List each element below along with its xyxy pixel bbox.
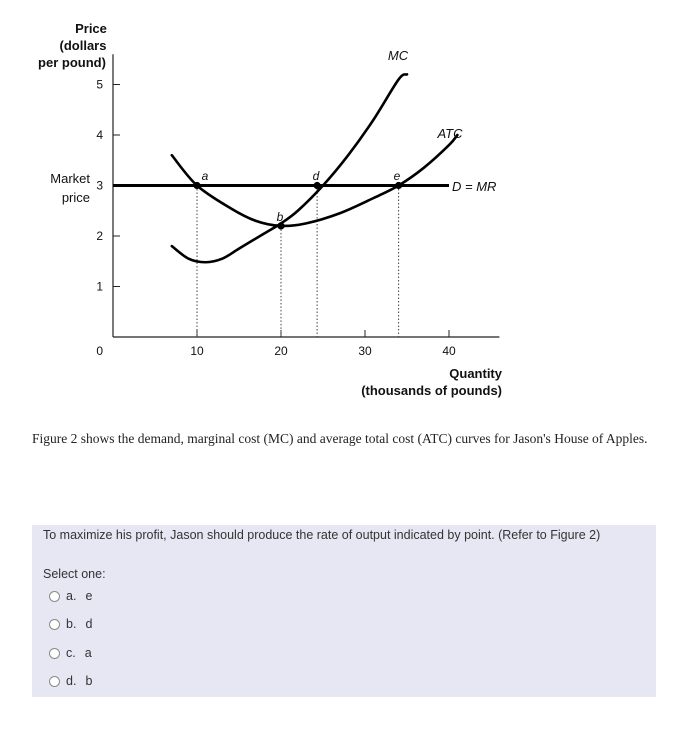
option-letter: d. [66, 674, 77, 688]
y-tick-label-1: 1 [96, 279, 103, 294]
option-text: b [85, 674, 93, 688]
y-tick-label-3: 3 [96, 178, 103, 193]
y-tick-label-4: 4 [96, 128, 103, 142]
y-axis-title-line1: Price [75, 21, 107, 36]
x-tick-label-10: 10 [190, 344, 204, 358]
option-text: a [84, 646, 92, 660]
point-label-a: a [201, 169, 209, 183]
point-label-d: d [312, 169, 320, 183]
option-text: d [85, 617, 93, 631]
radio-button-a[interactable] [49, 591, 60, 602]
option-letter: c. [66, 646, 76, 660]
x-tick-label-30: 30 [358, 344, 372, 358]
option-text: e [85, 589, 93, 603]
demand-curve-label: D = MR [452, 179, 497, 194]
market-price-label-line2: price [61, 190, 90, 205]
option-letter: a. [66, 589, 77, 603]
x-axis-title-line2: (thousands of pounds) [361, 383, 502, 398]
quiz-panel [32, 525, 656, 697]
figure-caption: Figure 2 shows the demand, marginal cost (MC) and average total cost (ATC) curves for Jason's House of Apples. [32, 431, 648, 446]
point-label-b: b [276, 210, 284, 224]
y-axis-title-line3: per pound) [38, 55, 106, 70]
option-d[interactable] [49, 674, 92, 688]
radio-button-d[interactable] [49, 676, 60, 687]
radio-button-b[interactable] [49, 619, 60, 630]
radio-button-c[interactable] [49, 648, 60, 659]
mc-curve-label: MC [387, 48, 409, 63]
option-c[interactable] [49, 646, 92, 660]
question-text: To maximize his profit, Jason should produce the rate of output indicated by point. (Refer to Figure 2) [43, 528, 601, 542]
option-b[interactable] [49, 617, 92, 631]
y-axis-title-line2: (dollars [59, 38, 107, 53]
x-axis-title-line1: Quantity [449, 366, 502, 381]
market-price-label-line1: Market [50, 171, 90, 186]
point-label-e: e [393, 169, 401, 183]
option-a[interactable] [49, 589, 92, 603]
y-tick-label-2: 2 [96, 229, 103, 243]
point-a [193, 182, 200, 189]
y-tick-label-5: 5 [96, 77, 103, 92]
x-tick-label-20: 20 [274, 344, 288, 358]
x-tick-label-40: 40 [442, 344, 456, 358]
atc-curve-label: ATC [437, 126, 463, 141]
select-one-label: Select one: [43, 567, 106, 581]
y-tick-label-0: 0 [96, 344, 103, 358]
chart-plot-layer [96, 54, 499, 358]
option-letter: b. [66, 617, 77, 631]
